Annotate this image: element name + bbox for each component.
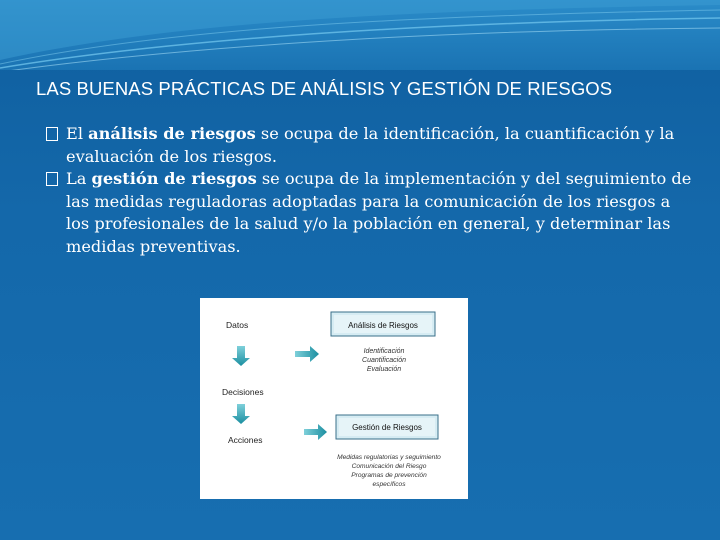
down-arrow-icon [232,346,250,366]
management-item: Medidas regulatorias y seguimiento [337,454,441,461]
analysis-box-label: Análisis de Riesgos [348,321,418,330]
bullet-box-icon [46,127,58,141]
down-arrow-icon [232,404,250,424]
bullet-item-management [46,168,696,258]
label-acciones: Acciones [228,435,263,445]
analysis-item: Evaluación [366,366,402,373]
management-item: Programas de prevención [351,472,427,479]
right-arrow-icon [295,346,319,362]
bullet-item-analysis [46,123,696,168]
bullet-prefix: La [66,169,92,188]
risk-diagram-image [200,298,468,499]
bullet-term: gestión de riesgos [91,169,257,188]
bullet-text: se ocupa de la identificación, la cuantificación y la evaluación de los riesgos. [66,124,675,166]
right-arrow-icon [304,424,327,440]
management-item: Comunicación del Riesgo [351,463,427,470]
management-box-label: Gestión de Riesgos [352,423,422,432]
decorative-wave-header [0,0,720,70]
bullet-list [46,123,696,258]
bullet-text: se ocupa de la implementación y del seguimiento de las medidas reguladoras adoptadas para la comunicación de los riesgos a los profesionales de la salud y/o la población en general, y determinar las medidas preventivas. [66,169,692,256]
analysis-item: Identificación [363,348,405,355]
bullet-box-icon [46,172,58,186]
bullet-prefix: El [66,124,89,143]
label-decisiones: Decisiones [222,387,264,397]
label-datos: Datos [226,320,249,330]
bullet-term: análisis de riesgos [88,124,256,143]
slide-title: LAS BUENAS PRÁCTICAS DE ANÁLISIS Y GESTIÓN DE RIESGOS [36,78,613,99]
analysis-item: Cuantificación [362,357,406,364]
management-item: específicos [372,481,406,488]
